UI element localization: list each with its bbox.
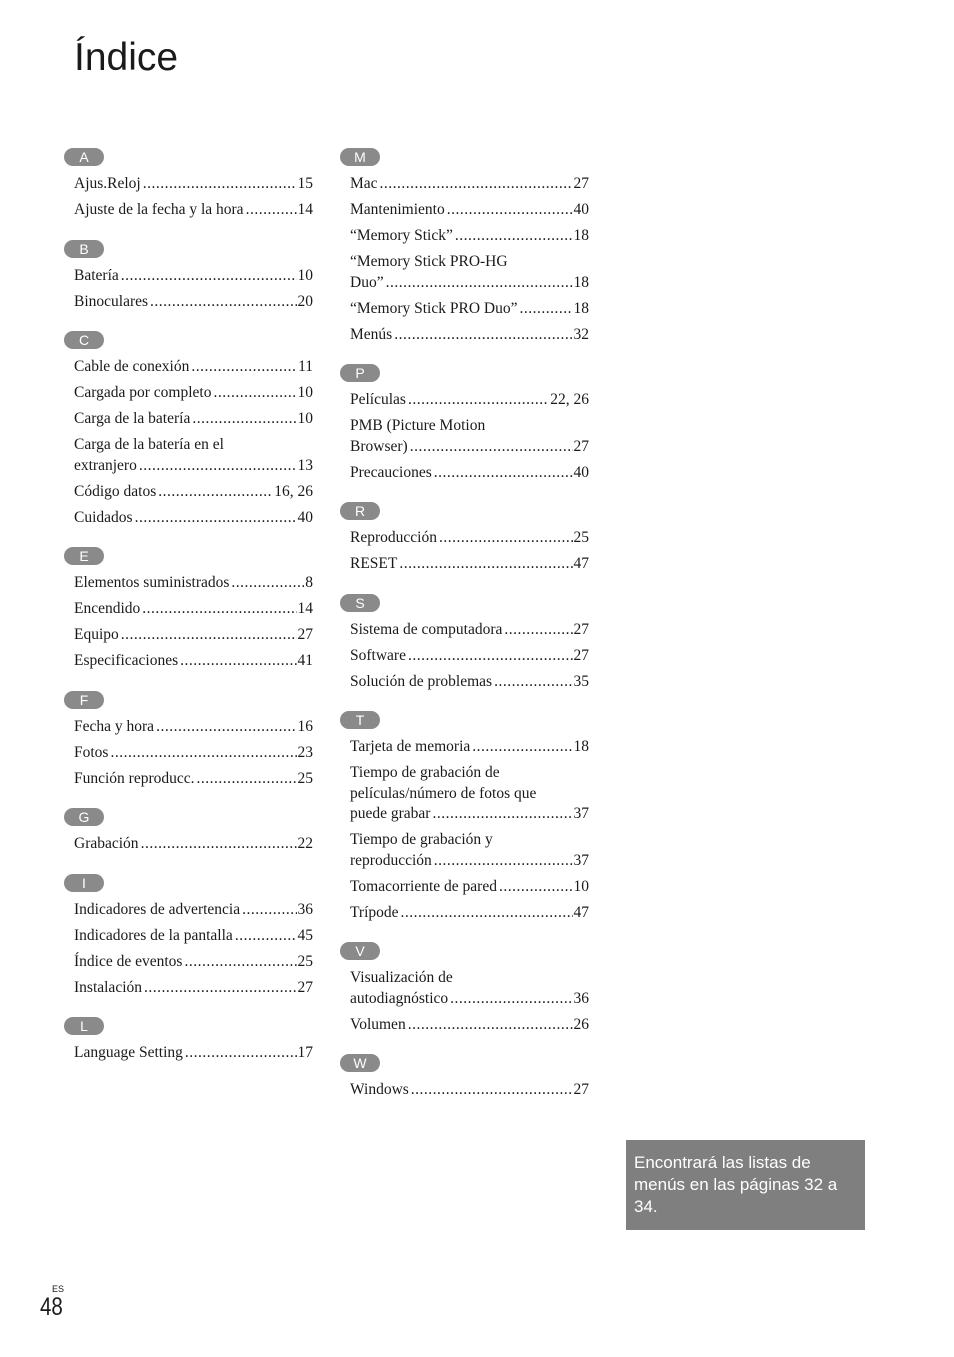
entry-term-lead: Visualización de [350, 969, 453, 986]
section-letter-badge: V [340, 942, 380, 960]
entry-term: Tarjeta de memoria [350, 737, 472, 758]
dot-leader [434, 851, 573, 872]
index-section-w [340, 1054, 589, 1101]
entry-page-number: 37 [573, 851, 589, 869]
index-entry [74, 292, 313, 313]
index-column-left [64, 148, 313, 1083]
index-entry [350, 554, 589, 575]
index-entry [350, 226, 589, 247]
section-letter-badge: P [340, 364, 380, 382]
entry-term: Volumen [350, 1015, 408, 1036]
dot-leader [197, 769, 297, 790]
entry-term: “Memory Stick” [350, 226, 455, 247]
entry-term: Software [350, 646, 408, 667]
entry-term: “Memory Stick PRO Duo” [350, 299, 519, 320]
section-letter-badge: L [64, 1017, 104, 1035]
dot-leader [191, 357, 297, 378]
dot-leader [184, 952, 296, 973]
entry-page-number: 40 [573, 201, 589, 218]
entry-term: Menús [350, 325, 394, 346]
entry-term: Código datos [74, 482, 158, 503]
section-letter-badge: E [64, 547, 104, 565]
entry-page-number: 40 [573, 463, 589, 481]
dot-leader [235, 926, 297, 947]
entry-page-number: 18 [573, 299, 589, 317]
dot-leader [399, 554, 572, 575]
index-entry [350, 672, 589, 693]
entry-term: Reproducción [350, 528, 439, 549]
entry-page-number: 40 [297, 508, 313, 526]
section-letter-badge: A [64, 148, 104, 166]
page-number: 48 [40, 1293, 63, 1321]
entry-page-number: 26 [573, 1015, 589, 1033]
index-entry [74, 952, 313, 973]
section-letter-badge: I [64, 874, 104, 892]
entry-page-number: 10 [297, 384, 313, 401]
dot-leader [394, 325, 572, 346]
index-entry [350, 299, 589, 320]
index-entry [350, 877, 589, 898]
index-entry [350, 1080, 589, 1101]
dot-leader [408, 646, 573, 667]
entry-term: Browser) [350, 437, 410, 458]
entry-page-number: 22 [297, 835, 313, 852]
entry-page-number: 18 [573, 738, 589, 755]
dot-leader [156, 717, 296, 738]
entry-page-number: 16, 26 [274, 482, 313, 500]
dot-leader [144, 978, 296, 999]
dot-leader [180, 651, 296, 672]
entry-page-number: 36 [573, 989, 589, 1007]
index-entry [74, 409, 313, 430]
entry-page-number: 20 [297, 292, 313, 310]
index-entry [350, 463, 589, 484]
index-section-v [340, 942, 589, 1035]
dot-leader [434, 463, 573, 484]
index-entry [350, 903, 589, 924]
dot-leader [386, 273, 573, 294]
dot-leader [139, 456, 297, 477]
index-entry [74, 482, 313, 503]
dot-leader [121, 266, 297, 287]
entry-page-number: 37 [573, 805, 589, 822]
section-letter-badge: W [340, 1054, 380, 1072]
index-section-a [64, 148, 313, 221]
entry-page-number: 27 [573, 646, 589, 664]
section-letter-badge: F [64, 691, 104, 709]
entry-term: RESET [350, 554, 399, 575]
entry-page-number: 11 [298, 358, 313, 375]
entry-term: Precauciones [350, 463, 434, 484]
entry-page-number: 8 [305, 574, 313, 591]
entry-term: Encendido [74, 599, 142, 620]
entry-page-number: 10 [573, 877, 589, 895]
index-entry [350, 737, 589, 758]
dot-leader [408, 1015, 573, 1036]
dot-leader [519, 299, 572, 320]
index-entry [350, 1015, 589, 1036]
entry-page-number: 25 [297, 769, 313, 787]
entry-page-number: 10 [297, 266, 313, 284]
entry-term-lead: Tiempo de grabación y [350, 831, 493, 848]
index-section-i [64, 874, 313, 999]
entry-page-number: 47 [573, 903, 589, 921]
entry-term: puede grabar [350, 804, 432, 825]
entry-term-lead: “Memory Stick PRO-HG [350, 253, 508, 270]
entry-page-number: 13 [297, 456, 313, 474]
entry-page-number: 27 [573, 437, 589, 455]
dot-leader [380, 174, 573, 195]
entry-term: Cargada por completo [74, 383, 213, 404]
entry-page-number: 23 [297, 743, 313, 761]
dot-leader [494, 672, 572, 693]
entry-term: Cable de conexión [74, 357, 191, 378]
entry-term: Grabación [74, 834, 141, 855]
entry-term: reproducción [350, 851, 434, 872]
index-entry [350, 252, 589, 293]
entry-page-number: 32 [573, 325, 589, 343]
index-entry [350, 200, 589, 221]
dot-leader [142, 599, 296, 620]
entry-term: Fotos [74, 743, 110, 764]
index-entry [350, 620, 589, 641]
index-entry [74, 266, 313, 287]
index-entry [350, 528, 589, 549]
dot-leader [242, 900, 296, 921]
menu-list-note: Encontrará las listas de menús en las páginas 32 a 34. [626, 1140, 865, 1230]
index-entry [74, 625, 313, 646]
section-letter-badge: G [64, 808, 104, 826]
entry-term: Windows [350, 1080, 411, 1101]
dot-leader [410, 437, 573, 458]
entry-page-number: 36 [297, 900, 313, 918]
entry-term: Indicadores de advertencia [74, 900, 242, 921]
dot-leader [450, 989, 572, 1010]
entry-term: Solución de problemas [350, 672, 494, 693]
entry-page-number: 10 [297, 410, 313, 427]
entry-term: Trípode [350, 903, 401, 924]
index-entry [74, 769, 313, 790]
dot-leader [141, 834, 297, 855]
section-letter-badge: B [64, 240, 104, 258]
index-entry [74, 573, 313, 594]
entry-page-number: 27 [573, 1081, 589, 1098]
entry-term: Mac [350, 174, 380, 195]
index-section-m [340, 148, 589, 345]
entry-page-number: 25 [573, 529, 589, 546]
dot-leader [408, 390, 549, 411]
dot-leader [121, 625, 297, 646]
index-section-l [64, 1017, 313, 1064]
entry-term: Función reproducc. [74, 769, 197, 790]
entry-term: Sistema de computadora [350, 620, 504, 641]
section-letter-badge: S [340, 594, 380, 612]
entry-term-lead: Tiempo de grabación de películas/número de fotos que [350, 764, 537, 802]
index-section-f [64, 691, 313, 790]
language-code: ES [52, 1284, 65, 1294]
dot-leader [455, 226, 573, 247]
entry-term: autodiagnóstico [350, 989, 450, 1010]
entry-term: Fecha y hora [74, 717, 156, 738]
entry-term: Binoculares [74, 292, 150, 313]
index-entry [74, 200, 313, 221]
index-entry [74, 978, 313, 999]
entry-term: Batería [74, 266, 121, 287]
page-title: Índice [74, 36, 179, 79]
entry-term: extranjero [74, 456, 139, 477]
dot-leader [110, 743, 296, 764]
index-entry [350, 390, 589, 411]
entry-term: Cuidados [74, 508, 135, 529]
index-entry [350, 968, 589, 1009]
index-entry [350, 325, 589, 346]
index-entry [350, 763, 589, 825]
dot-leader [158, 482, 273, 503]
dot-leader [231, 573, 304, 594]
index-entry [74, 508, 313, 529]
dot-leader [504, 620, 572, 641]
dot-leader [135, 508, 297, 529]
dot-leader [213, 383, 296, 404]
entry-page-number: 27 [297, 626, 313, 643]
index-entry [74, 834, 313, 855]
section-letter-badge: M [340, 148, 380, 166]
entry-page-number: 14 [297, 600, 313, 617]
index-entry [350, 646, 589, 667]
section-letter-badge: C [64, 331, 104, 349]
entry-page-number: 16 [297, 717, 313, 735]
entry-page-number: 27 [297, 978, 313, 996]
dot-leader [185, 1043, 297, 1064]
entry-term: Instalación [74, 978, 144, 999]
entry-page-number: 27 [573, 175, 589, 192]
entry-page-number: 41 [297, 652, 313, 669]
index-entry [350, 830, 589, 871]
index-entry [350, 174, 589, 195]
index-entry [74, 599, 313, 620]
index-entry [350, 416, 589, 457]
entry-page-number: 47 [573, 555, 589, 572]
index-entry [74, 357, 313, 378]
dot-leader [447, 200, 573, 221]
dot-leader [432, 804, 572, 825]
dot-leader [499, 877, 573, 898]
dot-leader [246, 200, 297, 221]
index-entry [74, 743, 313, 764]
entry-term: Índice de eventos [74, 952, 184, 973]
index-entry [74, 383, 313, 404]
entry-page-number: 14 [297, 201, 313, 218]
index-entry [74, 435, 313, 476]
dot-leader [472, 737, 572, 758]
entry-page-number: 15 [297, 175, 313, 192]
index-section-s [340, 594, 589, 693]
entry-term: Language Setting [74, 1043, 185, 1064]
entry-term: Carga de la batería [74, 409, 192, 430]
entry-term: Especificaciones [74, 651, 180, 672]
entry-term: Elementos suministrados [74, 573, 231, 594]
section-letter-badge: R [340, 502, 380, 520]
index-section-b [64, 240, 313, 313]
entry-page-number: 45 [297, 926, 313, 944]
entry-page-number: 35 [573, 672, 589, 690]
index-column-right [340, 148, 589, 1120]
dot-leader [411, 1080, 573, 1101]
index-section-p [340, 364, 589, 483]
index-section-c [64, 331, 313, 528]
entry-page-number: 27 [573, 620, 589, 638]
dot-leader [150, 292, 296, 313]
entry-page-number: 17 [297, 1044, 313, 1061]
dot-leader [401, 903, 573, 924]
index-entry [74, 174, 313, 195]
dot-leader [192, 409, 296, 430]
entry-term: Equipo [74, 625, 121, 646]
entry-term: Ajuste de la fecha y la hora [74, 200, 246, 221]
index-entry [74, 1043, 313, 1064]
index-section-g [64, 808, 313, 855]
entry-term: Tomacorriente de pared [350, 877, 499, 898]
entry-term: Películas [350, 390, 408, 411]
index-section-t [340, 711, 589, 923]
index-section-e [64, 547, 313, 672]
entry-term: Duo” [350, 273, 386, 294]
entry-term-lead: PMB (Picture Motion [350, 417, 486, 434]
entry-term-lead: Carga de la batería en el [74, 436, 224, 453]
dot-leader [439, 528, 573, 549]
entry-term: Mantenimiento [350, 200, 447, 221]
index-entry [74, 717, 313, 738]
index-section-r [340, 502, 589, 575]
entry-term: Ajus.Reloj [74, 174, 143, 195]
entry-page-number: 22, 26 [550, 391, 589, 408]
index-entry [74, 900, 313, 921]
entry-page-number: 18 [573, 273, 589, 291]
index-entry [74, 651, 313, 672]
entry-term: Indicadores de la pantalla [74, 926, 235, 947]
index-entry [74, 926, 313, 947]
entry-page-number: 25 [297, 952, 313, 970]
entry-page-number: 18 [573, 227, 589, 244]
dot-leader [143, 174, 297, 195]
section-letter-badge: T [340, 711, 380, 729]
